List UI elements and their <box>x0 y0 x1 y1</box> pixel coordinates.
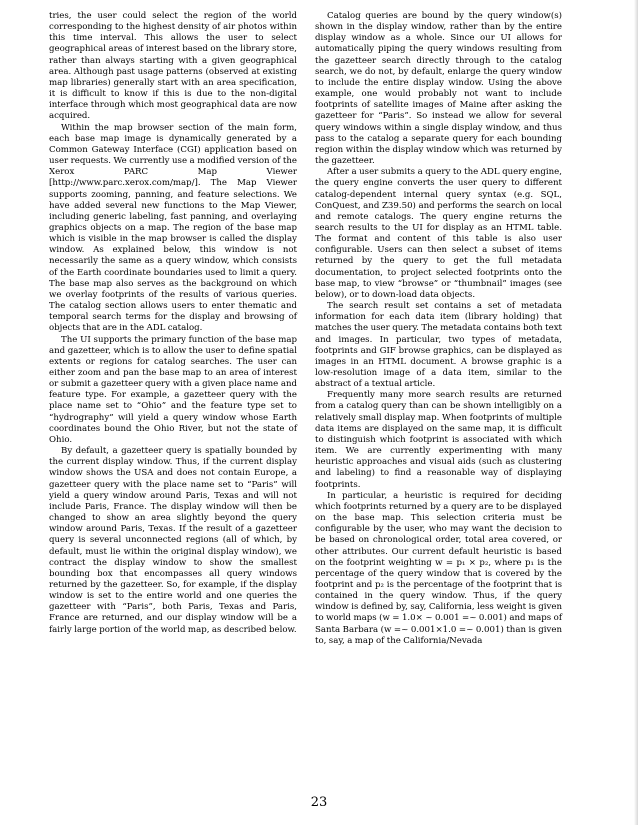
paragraph: After a user submits a query to the ADL query engine, the query engine converts the user query to different catalog-dependent internal query syntax (e.g. SQL, ConQuest, and Z39.50) and performs the search on local and remote catalogs. The query engine returns the search results to the UI for display as an HTML table. The format and content of this table is also user configurable. Users can then select a subset of items returned by the query to get the full metadata documentation, to project selected footprints onto the base map, to view “browse” or “thumbnail” images (see below), or to down-load data objects. <box>315 167 562 300</box>
right-text-column <box>315 11 562 647</box>
page-edge-shadow <box>634 0 638 825</box>
paragraph: The UI supports the primary function of the base map and gazetteer, which is to allow the user to define spatial extents or regions for catalog searches. The user can either zoom and pan the base map to an area of interest or submit a gazetteer query with a given place name and feature type. For example, a gazetteer query with the place name set to “Ohio” and the feature type set to “hydrography” will yield a query window whose Earth coordinates bound the Ohio River, but not the state of Ohio. <box>49 334 297 445</box>
paragraph: Catalog queries are bound by the query window(s) shown in the display window, rather than by the entire display window as a whole. Since our UI allows for automatically piping the query windows resulting from the gazetteer search directly through to the catalog search, we do not, by default, enlarge the query window to include the entire display window. Using the above example, one would probably not want to include footprints of satellite images of Maine after asking the gazetteer for “Paris”. So instead we allow for several query windows within a single display window, and thus pass to the catalog a separate query for each bounding region within the display window which was returned by the gazetteer. <box>315 11 562 167</box>
page-number: 23 <box>310 795 328 810</box>
paragraph: Within the map browser section of the main form, each base map image is dynamically generated by a Common Gateway Interface (CGI) application based on user requests. We currently use a modified version of the Xerox PARC Map Viewer [http://www.parc.xerox.com/map/]. The Map Viewer supports zooming, panning, and feature selections. We have added several new functions to the Map Viewer, including generic labeling, fast panning, and overlaying graphics objects on a map. The region of the base map which is visible in the map browser is called the display window. As explained below, this window is not necessarily the same as a query window, which consists of the Earth coordinate boundaries used to limit a query. The base map also serves as the background on which we overlay footprints of the results of various queries. The catalog section allows users to enter thematic and temporal search terms for the display and browsing of objects that are in the ADL catalog. <box>49 122 297 334</box>
left-text-column <box>49 11 297 636</box>
paragraph: Frequently many more search results are returned from a catalog query than can be shown intelligibly on a relatively small display map. When footprints of multiple data items are displayed on the same map, it is difficult to distinguish which footprint is associated with which item. We are currently experimenting with many heuristic approaches and visual aids (such as clustering and labeling) to find a reasonable way of displaying footprints. <box>315 390 562 490</box>
paragraph: By default, a gazetteer query is spatially bounded by the current display window. Thus, if the current display window shows the USA and does not contain Europe, a gazetteer query with the place name set to “Paris” will yield a query window around Paris, Texas and will not include Paris, France. The display window will then be changed to show an area slightly beyond the query window around Paris, Texas. If the result of a gazetteer query is several unconnected regions (all of which, by default, must lie within the original display window), we contract the display window to show the smallest bounding box that encompasses all query windows returned by the gazetteer. So, for example, if the display window is set to the entire world and one queries the gazetteer with “Paris”, both Paris, Texas and Paris, France are returned, and our display window will be a fairly large portion of the world map, as described below. <box>49 446 297 635</box>
paragraph: tries, the user could select the region of the world corresponding to the highest density of air photos within this time interval. This allows the user to select geographical areas of interest based on the library store, rather than always starting with a given geographical area. Although past usage patterns (observed at existing map libraries) generally start with an area specification, it is difficult to know if this is due to the non-digital interface through which most geographical data are now acquired. <box>49 11 297 122</box>
paragraph: In particular, a heuristic is required for deciding which footprints returned by a query are to be displayed on the base map. This selection criteria must be configurable by the user, who may want the decision to be based on chronological order, total area covered, or other attributes. Our current default heuristic is based on the footprint weighting w = p₁ × p₂, where p₁ is the percentage of the query window that is covered by the footprint and p₂ is the percentage of the footprint that is contained in the query window. Thus, if the query window is defined by, say, California, less weight is given to world maps (w = 1.0× ~ 0.001 =~ 0.001) and maps of Santa Barbara (w =~ 0.001×1.0 =~ 0.001) than is given to, say, a map of the California/Nevada <box>315 490 562 646</box>
paragraph: The search result set contains a set of metadata information for each data item (library holding) that matches the user query. The metadata contains both text and images. In particular, two types of metadata, footprints and GIF browse graphics, can be displayed as images in an HTML document. A browse graphic is a low-resolution image of a data item, similar to the abstract of a textual article. <box>315 301 562 390</box>
